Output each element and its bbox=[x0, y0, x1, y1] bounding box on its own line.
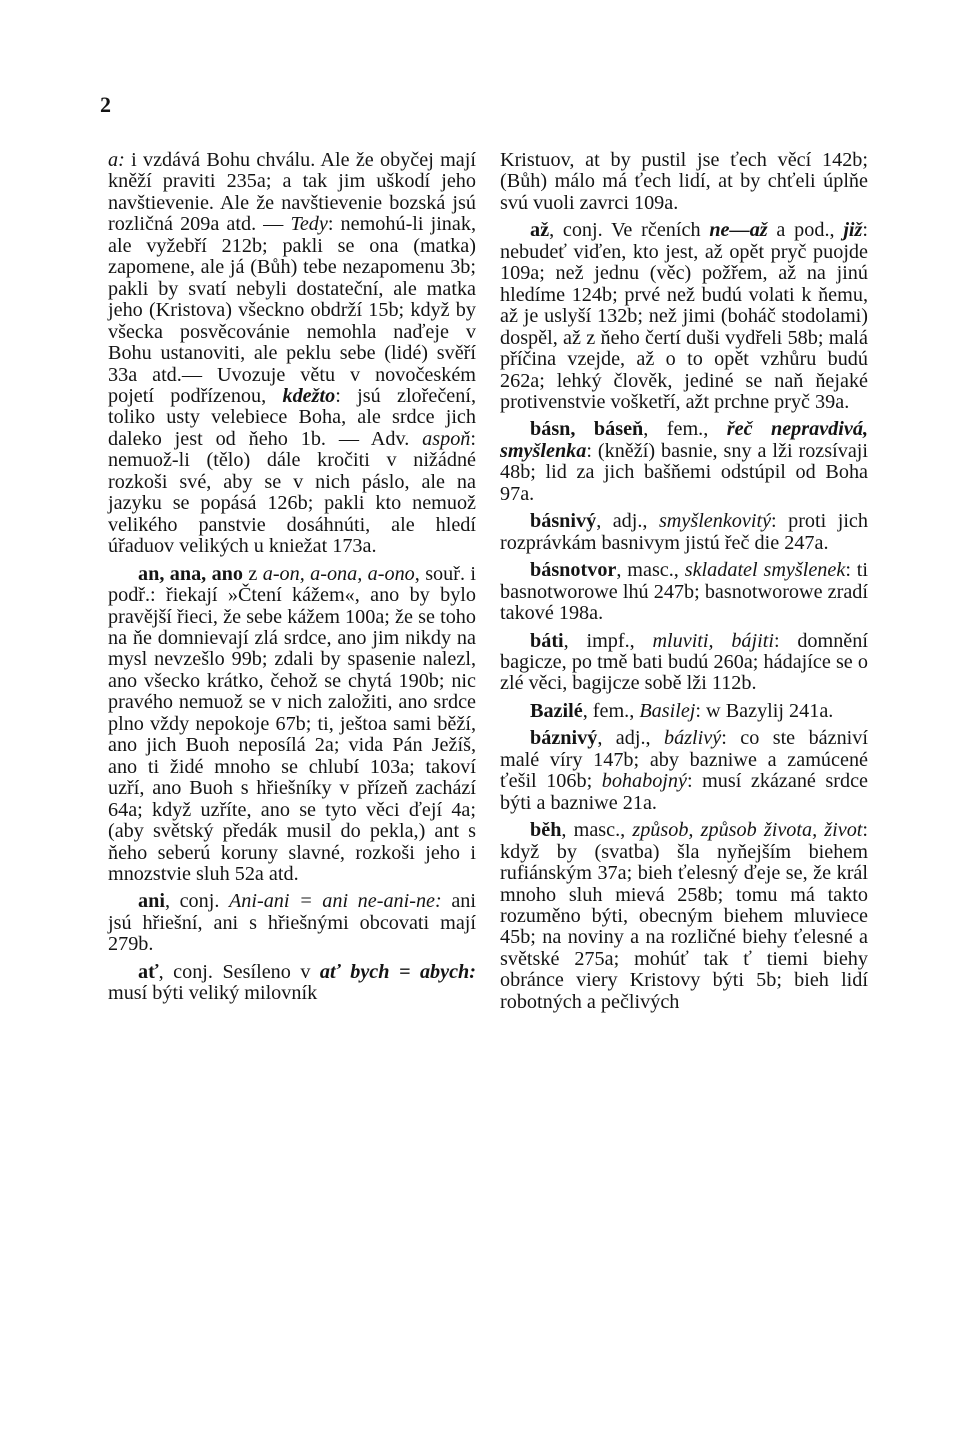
entry-italic: smyšlenkovitý bbox=[658, 510, 772, 533]
entry-text: : když by (svatba) šla nyňejším biehem rufiánským 37a; bieh ťelesný ďeje se, že král mnoho sluh mievá 258b; tomu má takto rozuměno býti, obecným biehem mluviece 45b; na noviny a na rozličné biehy ťelesné a světské 275a; mohúť tak ť tiemi biehy obránce viery Kristovy býti 5b; bieh lidí robotných a pečlivých bbox=[500, 819, 869, 1013]
entry-text: : musí zkázané srdce býti a bazniwe 21a. bbox=[500, 770, 868, 814]
entry-text: musí býti veliký milovník bbox=[108, 982, 318, 1005]
entry-text: , conj. Ve rčeních bbox=[549, 219, 710, 242]
entry-italic: ne—až bbox=[709, 219, 768, 242]
entry-text: : co ste bázniví malé víry 147b; aby bazniwe a zamúcené ťešil 106b; bbox=[500, 727, 868, 793]
entry-text: z bbox=[243, 562, 263, 585]
entry-text: i vzdává Bohu chválu. Ale že obyčej mají kněží praviti 235a; a tak jim uškodí jeho navštievenie. Ale že navštievenie bozská jsú rozličná 209a atd. — bbox=[108, 149, 476, 236]
entry-basnotvor bbox=[500, 560, 868, 624]
entry-italic: Basilej bbox=[639, 699, 696, 722]
headword: báznivý bbox=[530, 727, 598, 750]
entry-text: Kristuov, at by pustil jse ťech věcí 142b; (Bůh) málo má ťech lidí, at by chťeli úplňe svú vuoli zavrci 109a. bbox=[500, 149, 868, 214]
headword: básnotvor bbox=[530, 559, 617, 582]
entry-text: : ti basnotworowe lhú 247b; basnotworowe zradí takové 198a. bbox=[500, 559, 869, 625]
headword: báti bbox=[530, 629, 564, 652]
entry-text: , conj. Sesíleno v bbox=[158, 960, 320, 983]
entry-text: , conj. bbox=[164, 890, 229, 913]
entry-italic: skladatel smyšlenek bbox=[684, 559, 846, 582]
entry-text: a pod., bbox=[767, 219, 844, 242]
entry-at-continued bbox=[500, 150, 868, 214]
entry-italic: bázlivý bbox=[664, 727, 722, 750]
entry-an bbox=[108, 564, 476, 886]
headword: an, ana, ano bbox=[138, 562, 243, 585]
entry-italic: způsob, způsob života, život bbox=[632, 819, 863, 842]
headword: básn, báseň bbox=[530, 418, 644, 441]
entry-text: , masc., bbox=[616, 559, 685, 582]
entry-ani bbox=[108, 891, 476, 955]
entry-italic: a: bbox=[108, 149, 125, 171]
entry-text: : domnění bagicze, po tmě bati budú 260a; hádajíce se o zlé věci, bagijcze sobě lži 112b. bbox=[500, 629, 868, 695]
entry-text: , adj., bbox=[596, 510, 659, 533]
entry-text: , adj., bbox=[597, 727, 664, 750]
entry-text: ani jsú hřiešní, ani s hřiešnými obcovati mají 279b. bbox=[108, 890, 476, 956]
entry-at bbox=[108, 962, 476, 1005]
entry-text: , impf., bbox=[563, 629, 653, 652]
headword: až bbox=[530, 219, 550, 242]
left-column bbox=[108, 150, 476, 1011]
entry-a-continued bbox=[108, 150, 476, 558]
headword: běh bbox=[530, 819, 562, 842]
entry-italic: bohabojný bbox=[601, 770, 687, 793]
entry-bazile bbox=[500, 701, 868, 722]
entry-text: : nemohú-li jinak, ale vyžebří 212b; pakli se ona (matka) zapomene, ale já (Bůh) tebe nezapomenu 3b; pakli by svatí nebyli dostateční, ale matka jeho (Kristova) všeckno obdrží 15b; když by všecka posvěcovánie nemohla naďeje v Bohu ustanoviti, ale peklu sebe (lidé) svěří 33a atd.— Uvozuje větu v novočeském pojetí podřízenou, bbox=[108, 213, 476, 407]
entry-text: : w Bazylij 241a. bbox=[695, 699, 834, 722]
entry-italic: kdežto bbox=[282, 384, 336, 407]
page-number: 2 bbox=[100, 92, 111, 117]
entry-italic: aspoň bbox=[422, 427, 471, 450]
right-column bbox=[500, 150, 868, 1019]
headword: Bazilé bbox=[530, 699, 583, 722]
entry-basnivy bbox=[500, 511, 868, 554]
entry-bati bbox=[500, 631, 868, 695]
headword: básnivý bbox=[530, 510, 597, 533]
entry-italic: již bbox=[843, 219, 863, 242]
entry-text: : jsú zlořečení, toliko usty velebiece Boha, ale srdce jich daleko jest od ňeho 1b. — Adv. bbox=[108, 384, 476, 450]
entry-basn bbox=[500, 419, 868, 505]
entry-text: , fem., bbox=[582, 699, 640, 722]
entry-text: : nebudeť viďen, kto jest, až opět pryč puojde 109a; než jednu (věc) požřem, až na jinú hledíme 124b; prvé než budú volati k ňemu, až je uslyší 132b; než jimi (boháč stodolami) dospěl, až z ňeho čertí duši vydřeli 58b; malá příčina vzejde, až o to opět vzhůru budú 262a; lehký člověk, jediné se naň ňejaké protivenstvie vošketří, ažt prchne pryč 39a. bbox=[500, 219, 868, 413]
entry-az bbox=[500, 220, 868, 413]
entry-italic: mluviti, bájiti bbox=[652, 629, 774, 652]
entry-text: : nemuož-li (tělo) dále kročiti v nižádné rozkoši své, aby se v nich páslo, ale na jazyku se popásá 126b; pakli kto nemuož velikého panstvie dosáhnúti, ale hledí úřaduov velikých u kniežat 173a. bbox=[108, 427, 476, 558]
entry-baznivy bbox=[500, 728, 868, 814]
headword: ať bbox=[138, 960, 159, 983]
entry-text: : (kněží) basnie, sny a lži rozsívaji 48b; lid za jich bašňemi odstúpil od Boha 97a. bbox=[500, 439, 868, 505]
entry-italic: řeč nepravdivá, smyšlenka bbox=[500, 418, 868, 462]
headword: ani bbox=[138, 890, 165, 913]
entry-italic: ať bych = abych: bbox=[319, 960, 476, 983]
entry-text: , masc., bbox=[561, 819, 633, 842]
entry-italic: a-on, a-ona, a-ono bbox=[262, 562, 415, 585]
entry-beh bbox=[500, 820, 868, 1013]
entry-text: , souř. i podř.: řiekají »Čtení kážem«, ano by bylo pravější řieci, že sebe kážem 100a; že se toho na ňe domnievají zlá srdce, ano jim nikdy na mysl nevzešlo 99b; zdali by spasenie nalezl, ano všecko krátko, čehož se chytá 190b; nic pravého nemuož se v nich založiti, ano srdce plno vždy nepokoje 67b; ti, ještoa sami běží, ano jich Buoh neposílá 2a; vida Pán Ježíš, ano ti židé mnoho se chlubí 103a; takoví uzří, ano Buoh s hřiešníky v přízeň zachází 64a; když uzříte, ano se tyto věci ďejí 4a; (aby světský předák musil do pekla,) ant s ňeho seberú koruny slavné, rozkoši jeho i mnozstvie sluh 52a atd. bbox=[108, 562, 476, 885]
entry-text: , fem., bbox=[643, 418, 727, 441]
entry-text: : proti jich rozprávkám basnivym jistú řeč die 247a. bbox=[500, 510, 868, 554]
entry-italic: Ani-ani = ani ne-ani-ne: bbox=[228, 890, 442, 913]
entry-italic: Tedy bbox=[290, 213, 328, 236]
